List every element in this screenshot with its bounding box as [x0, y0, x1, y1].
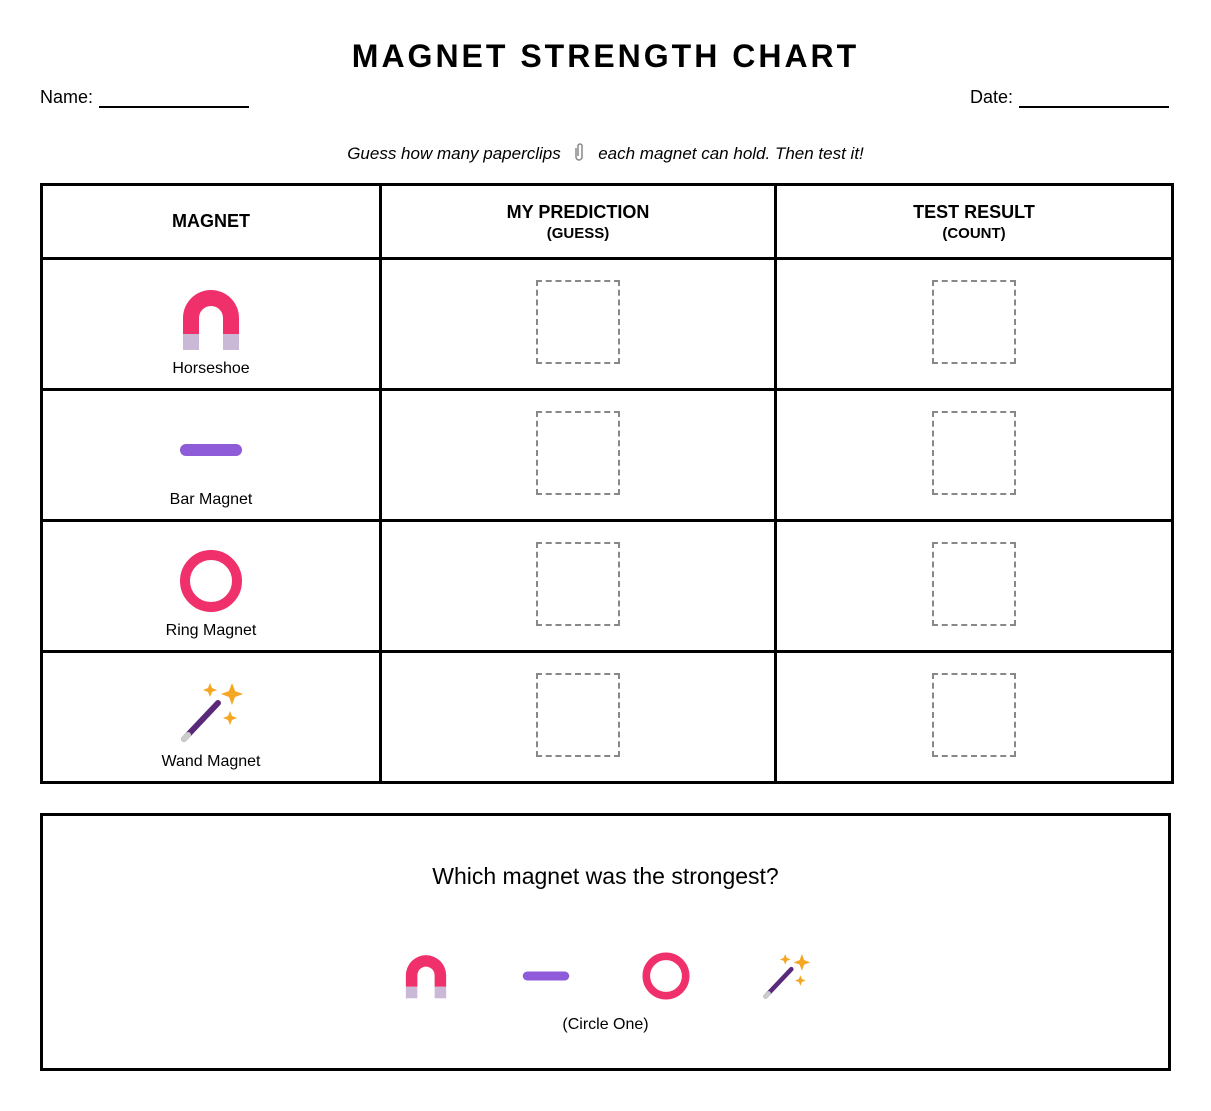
magnet-cell — [42, 652, 381, 783]
prediction-cell — [381, 259, 776, 390]
table-row — [42, 652, 1173, 783]
choice-bar-magnet-icon[interactable] — [521, 948, 571, 1004]
header-prediction-label: MY PREDICTION — [506, 201, 650, 222]
choice-ring-magnet-icon[interactable] — [641, 948, 691, 1004]
prediction-cell — [381, 652, 776, 783]
bar-magnet-icon — [176, 415, 246, 485]
magic-wand-icon — [176, 677, 246, 747]
name-field — [40, 87, 249, 108]
magnet-label: Horseshoe — [172, 360, 250, 377]
date-field — [970, 87, 1169, 108]
prediction-input-box[interactable] — [536, 411, 620, 495]
result-input-box[interactable] — [932, 280, 1016, 364]
magnet-label: Bar Magnet — [169, 491, 253, 508]
name-blank-line[interactable] — [99, 94, 249, 108]
magnet-chart-table — [40, 183, 1174, 784]
page-title: MAGNET STRENGTH CHART — [351, 38, 860, 74]
magnet-cell — [42, 390, 381, 521]
magnet-label: Ring Magnet — [165, 622, 257, 639]
question-text: Which magnet was the strongest? — [432, 863, 779, 889]
header-result-label: TEST RESULT — [913, 201, 1035, 222]
instruction-text-before: Guess how many paperclips — [347, 143, 561, 163]
prediction-cell — [381, 521, 776, 652]
table-row — [42, 390, 1173, 521]
table-row — [42, 259, 1173, 390]
choice-horseshoe-magnet-icon[interactable] — [401, 948, 451, 1004]
prediction-input-box[interactable] — [536, 673, 620, 757]
header-prediction-sub: (GUESS) — [546, 224, 610, 242]
choice-magic-wand-icon[interactable] — [761, 948, 811, 1004]
table-header-row — [42, 185, 1173, 259]
date-label: Date: — [970, 87, 1014, 107]
result-input-box[interactable] — [932, 673, 1016, 757]
result-cell — [776, 259, 1173, 390]
paperclip-icon — [573, 142, 585, 167]
name-label: Name: — [40, 87, 94, 107]
prediction-input-box[interactable] — [536, 280, 620, 364]
table-row — [42, 521, 1173, 652]
ring-magnet-icon — [176, 546, 246, 616]
result-input-box[interactable] — [932, 411, 1016, 495]
magnet-choices — [43, 948, 1168, 1004]
magnet-cell — [42, 521, 381, 652]
magnet-cell — [42, 259, 381, 390]
result-cell — [776, 390, 1173, 521]
header-result-sub: (COUNT) — [942, 224, 1006, 242]
strongest-magnet-question-box — [40, 813, 1171, 1071]
date-blank-line[interactable] — [1019, 94, 1169, 108]
result-cell — [776, 652, 1173, 783]
prediction-input-box[interactable] — [536, 542, 620, 626]
horseshoe-magnet-icon — [176, 284, 246, 354]
prediction-cell — [381, 390, 776, 521]
result-cell — [776, 521, 1173, 652]
header-magnet: MAGNET — [42, 185, 381, 259]
header-result — [776, 185, 1173, 259]
circle-one-instruction: (Circle One) — [562, 1016, 649, 1033]
instructions — [0, 142, 1211, 167]
instruction-text-after: each magnet can hold. Then test it! — [598, 143, 864, 163]
header-prediction — [381, 185, 776, 259]
magnet-label: Wand Magnet — [161, 753, 261, 770]
result-input-box[interactable] — [932, 542, 1016, 626]
